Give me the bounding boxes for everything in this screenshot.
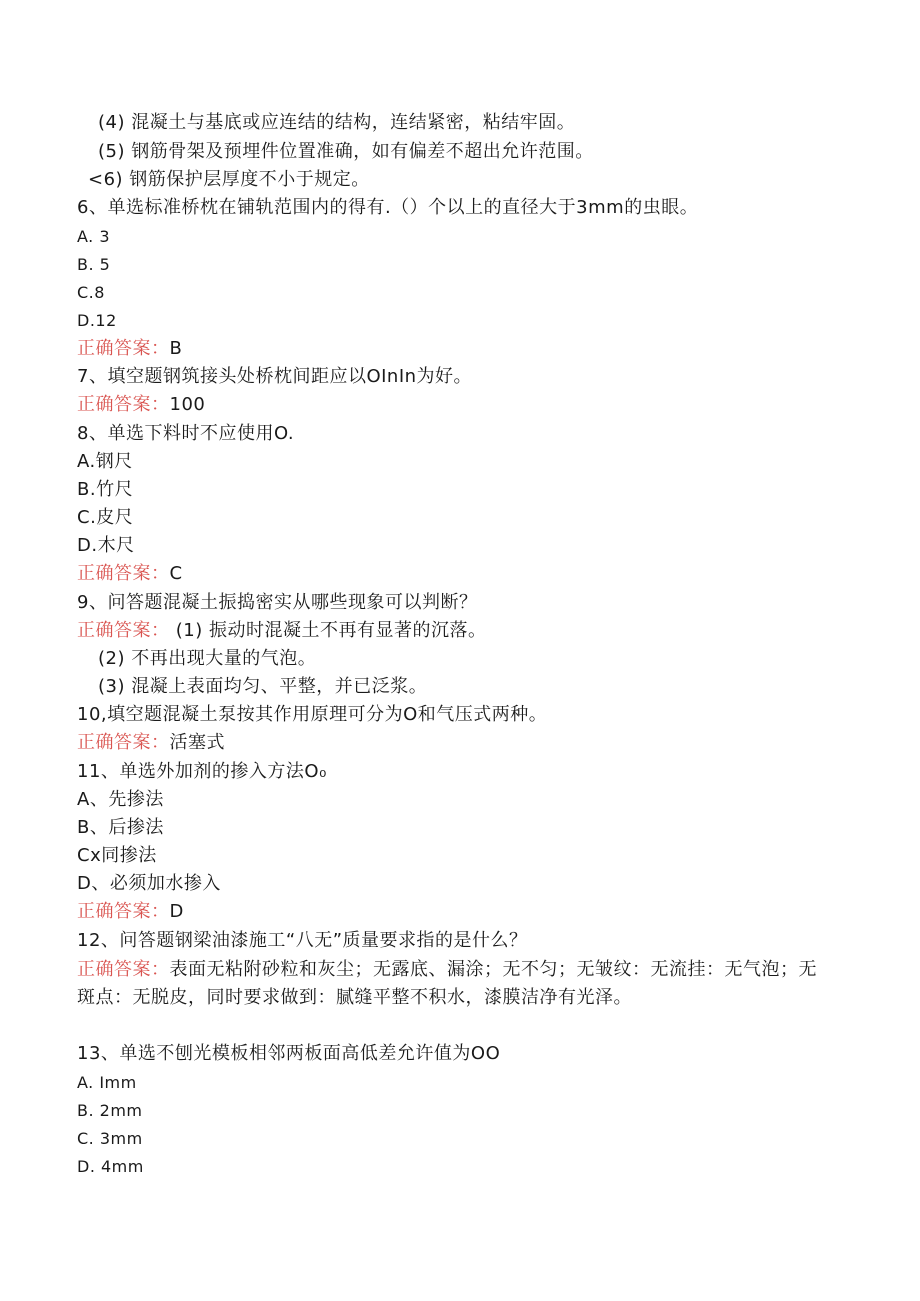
criterion-6: <6) 钢筋保护层厚度不小于规定。 xyxy=(88,169,370,190)
answer-label: 正确答案： xyxy=(77,394,170,415)
q11-option-b: B、后掺法 xyxy=(77,817,164,838)
q13-option-c: C. 3mm xyxy=(77,1129,143,1148)
q13-option-b: B. 2mm xyxy=(77,1101,143,1120)
question-9: 9、问答题混凝土振捣密实从哪些现象可以判断？ xyxy=(77,592,478,613)
criterion-5: (5) 钢筋骨架及预埋件位置准确，如有偏差不超出允许范围。 xyxy=(98,141,594,162)
q11-option-a: A、先掺法 xyxy=(77,789,164,810)
q8-option-c: C.皮尺 xyxy=(77,507,134,528)
answer-value: B xyxy=(169,338,183,359)
answer-value: 表面无粘附砂粒和灰尘；无露底、漏涂；无不匀；无皱纹：无流挂：无气泡；无斑点：无脱皮，同时要求做到：腻缝平整不积水，漆膜洁净有光泽。 xyxy=(77,959,817,1008)
answer-label: 正确答案： xyxy=(77,563,170,584)
q6-option-b: B. 5 xyxy=(77,255,111,274)
q9-answer xyxy=(77,618,486,644)
q13-option-a: A. Imm xyxy=(77,1073,137,1092)
q9-answer-2: (2) 不再出现大量的气泡。 xyxy=(98,648,317,669)
q9-answer-3: (3) 混凝上表面均匀、平整，并已泛浆。 xyxy=(98,676,428,697)
criterion-4: (4) 混凝土与基底或应连结的结构，连结紧密，粘结牢固。 xyxy=(98,112,576,133)
q8-answer xyxy=(77,561,183,587)
q8-option-a: A.钢尺 xyxy=(77,451,133,472)
answer-label: 正确答案： xyxy=(77,901,170,922)
q10-answer xyxy=(77,730,225,756)
q12-answer xyxy=(77,956,817,1012)
answer-label: 正确答案： xyxy=(77,732,170,753)
answer-label: 正确答案： xyxy=(77,959,170,980)
q11-option-c: Cx同掺法 xyxy=(77,845,157,866)
question-12: 12、问答题钢梁油漆施工“八无”质量要求指的是什么？ xyxy=(77,930,528,951)
answer-label: 正确答案： xyxy=(77,338,170,359)
q13-option-d: D. 4mm xyxy=(77,1157,144,1176)
question-10: 10,填空题混凝土泵按其作用原理可分为O和气压式两种。 xyxy=(77,704,548,725)
q11-answer xyxy=(77,899,184,925)
answer-value: 活塞式 xyxy=(169,732,225,753)
q6-option-d: D.12 xyxy=(77,311,117,330)
q8-option-b: B.竹尺 xyxy=(77,479,134,500)
answer-value: C xyxy=(169,563,183,584)
answer-value: (1) 振动时混凝土不再有显著的沉落。 xyxy=(169,620,487,641)
q6-option-c: C.8 xyxy=(77,283,105,302)
q6-option-a: A. 3 xyxy=(77,227,111,246)
answer-label: 正确答案： xyxy=(77,620,170,641)
q11-option-d: D、必须加水掺入 xyxy=(77,873,221,894)
question-6: 6、单选标准桥枕在铺轨范围内的得有.（）个以上的直径大于3mm的虫眼。 xyxy=(77,197,699,218)
question-11: 11、单选外加剂的掺入方法O₀ xyxy=(77,761,327,782)
question-7: 7、填空题钢筑接头处桥枕间距应以OInIn为好。 xyxy=(77,366,473,387)
question-13: 13、单选不刨光模板相邻两板面高低差允许值为OO xyxy=(77,1043,501,1064)
q7-answer xyxy=(77,392,205,418)
q6-answer xyxy=(77,336,182,362)
answer-value: 100 xyxy=(169,394,206,415)
q8-option-d: D.木尺 xyxy=(77,535,135,556)
answer-value: D xyxy=(169,901,184,922)
question-8: 8、单选下料时不应使用O. xyxy=(77,423,295,444)
